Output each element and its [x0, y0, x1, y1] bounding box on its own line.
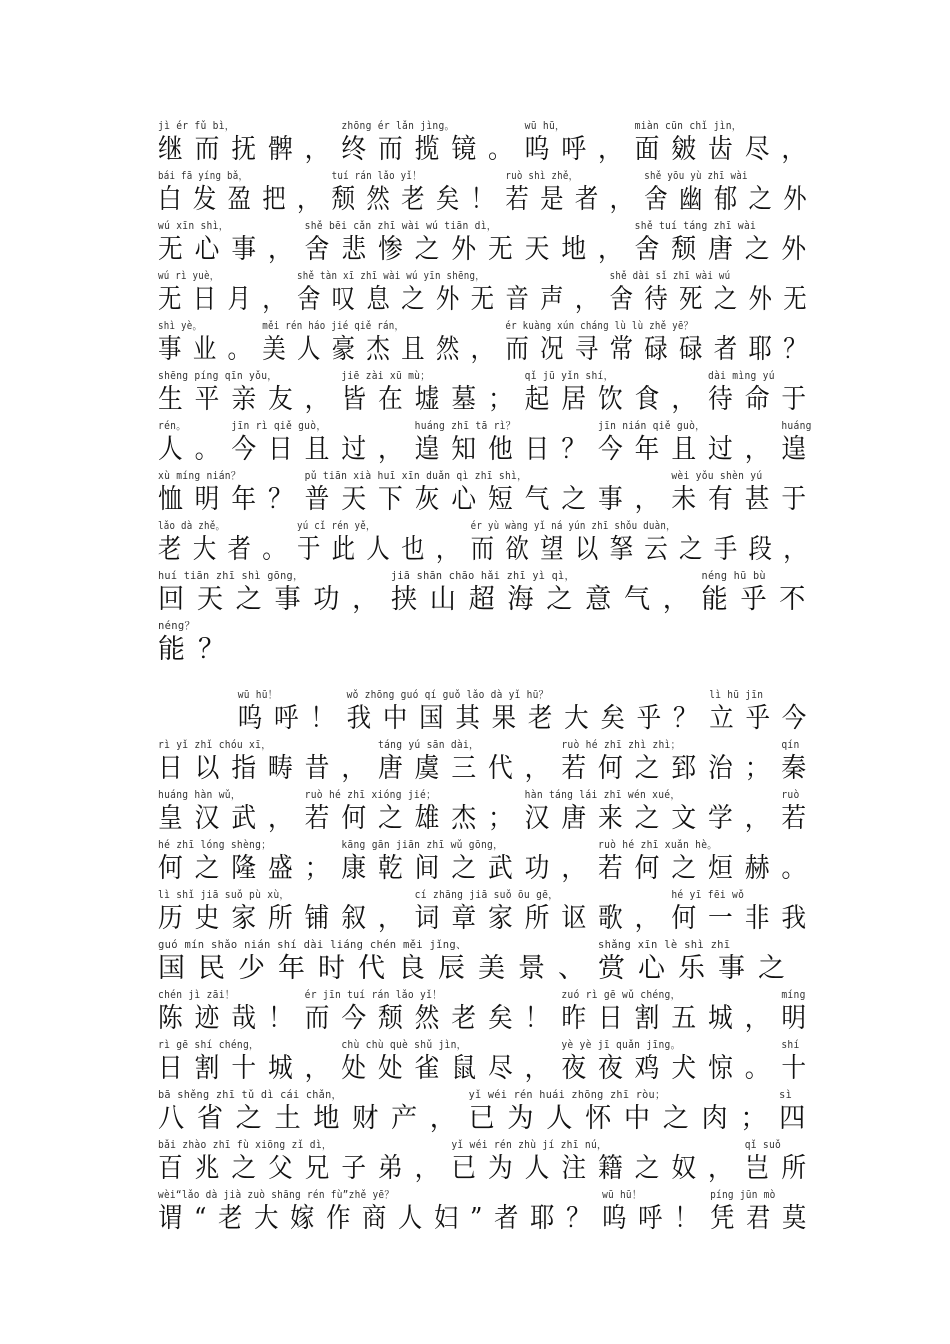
ruby-segment: [262, 318, 505, 366]
pinyin-annotation: ruò shì zhě，: [505, 170, 578, 182]
pinyin-annotation: lǎo dà zhě。: [158, 520, 225, 532]
pinyin-annotation: bā shěng zhī tǔ dì cái chǎn，: [158, 1089, 343, 1101]
hanzi-text: 舍待死之外无: [609, 284, 818, 315]
hanzi-text: 词章家所讴歌，: [414, 903, 672, 934]
pinyin-annotation: huáng zhī tā rì？: [414, 420, 516, 432]
hanzi-text: 日割十城，: [158, 1053, 342, 1084]
hanzi-text: 美人豪杰且然，: [262, 334, 506, 365]
hanzi-text: 待命于: [708, 384, 819, 415]
pinyin-annotation: shēng píng qīn yǒu，: [158, 370, 278, 382]
pinyin-annotation: huáng hàn wǔ，: [158, 789, 241, 801]
hanzi-text: 若何之烜赫。: [598, 853, 819, 884]
ruby-segment: [415, 887, 672, 935]
pinyin-annotation: wū hū！: [237, 689, 278, 701]
ruby-segment: [158, 737, 378, 785]
pinyin-annotation: ér kuàng xún cháng lù lù zhě yē？: [505, 320, 694, 332]
hanzi-text: 八省之土地财产，: [158, 1103, 469, 1134]
pinyin-annotation: kāng gān jiān zhī wǔ gōng，: [341, 839, 503, 851]
ruby-segment: [158, 168, 332, 216]
pinyin-annotation: jīn nián qiě guò，: [598, 420, 706, 432]
hanzi-text: 岂所: [744, 1153, 819, 1184]
hanzi-text: 何一非我: [671, 903, 819, 934]
pinyin-annotation: huáng: [781, 420, 812, 432]
hanzi-text: 老大者。: [158, 534, 297, 565]
hanzi-text: 人。: [158, 434, 232, 465]
hanzi-text: 未有甚于: [671, 484, 819, 515]
ruby-segment: [598, 418, 781, 466]
ruby-segment: [158, 618, 238, 666]
ruby-segment: [305, 468, 672, 516]
ruby-segment: [158, 887, 415, 935]
hanzi-text: 无心事，: [158, 234, 305, 265]
ruby-segment: [561, 987, 781, 1035]
hanzi-text: 呜呼，: [524, 134, 635, 165]
ruby-segment: [561, 1037, 781, 1085]
hanzi-text: 立乎今: [709, 703, 819, 734]
hanzi-text: 若何之郅治；: [561, 753, 782, 784]
pinyin-annotation: jiā shān chāo hǎi zhī yì qì，: [390, 570, 575, 582]
ruby-segment: [781, 987, 818, 1035]
ruby-segment: [391, 568, 702, 616]
pinyin-annotation: rì gē shí chéng，: [158, 1039, 259, 1051]
ruby-segment: [525, 118, 635, 166]
pinyin-annotation: shì yè。: [158, 320, 202, 332]
hanzi-text: 事业。: [158, 334, 263, 365]
hanzi-text: 凭君莫: [710, 1203, 819, 1234]
hanzi-text: 康乾间之武功，: [341, 853, 599, 884]
ruby-segment: [158, 787, 305, 835]
hanzi-text: 而今颓然老矣！: [304, 1003, 562, 1034]
pinyin-annotation: shě bēi cǎn zhī wài wú tiān dì，: [304, 220, 497, 232]
hanzi-text: 秦: [781, 753, 819, 784]
hanzi-text: 皇汉武，: [158, 803, 305, 834]
pinyin-annotation: ér jīn tuí rán lǎo yǐ！: [304, 989, 443, 1001]
ruby-segment: [745, 1137, 818, 1185]
pinyin-annotation: yú cǐ rén yě，: [296, 520, 376, 532]
hanzi-text: 已为人怀中之肉；: [468, 1103, 780, 1134]
pinyin-annotation: huí tiān zhī shì gōng，: [158, 570, 304, 582]
pinyin-annotation: wú xīn shì，: [158, 220, 229, 232]
text-line: [158, 518, 818, 568]
ruby-segment: [561, 737, 781, 785]
ruby-segment: [158, 568, 391, 616]
hanzi-text: 日以指畴昔，: [158, 753, 379, 784]
pinyin-annotation: sì: [779, 1089, 793, 1101]
pinyin-annotation: shǎng xīn lè shì zhī: [598, 939, 731, 951]
hanzi-text: 普天下灰心短气之事，: [304, 484, 672, 515]
ruby-segment: [231, 418, 414, 466]
hanzi-text: 生平亲友，: [158, 384, 342, 415]
paragraph-2: [158, 687, 818, 1237]
hanzi-text: 于此人也，: [296, 534, 471, 565]
paragraph-1: [158, 118, 818, 668]
ruby-segment: [710, 1187, 818, 1235]
ruby-segment: [158, 1137, 451, 1185]
ruby-segment: [158, 518, 297, 566]
pinyin-annotation: shě dài sǐ zhī wài wú: [609, 270, 731, 282]
hanzi-text: 舍叹息之外无音声，: [296, 284, 610, 315]
hanzi-text: 我中国其果老大矣乎？: [346, 703, 710, 734]
text-line: [158, 568, 819, 618]
ruby-segment: [158, 268, 297, 316]
hanzi-text: 皆在墟墓；: [341, 384, 525, 415]
text-line: [158, 318, 818, 368]
text-line: [158, 737, 819, 787]
pinyin-annotation: néng？: [158, 620, 196, 632]
ruby-segment: [525, 787, 782, 835]
text-line: [158, 787, 819, 837]
hanzi-text: 谓“老大嫁作商人妇”者耶？: [158, 1203, 603, 1234]
ruby-segment: [158, 368, 341, 416]
pinyin-annotation: míng: [781, 989, 806, 1001]
pinyin-annotation: lì hū jīn: [709, 689, 764, 701]
pinyin-annotation: ruò hé zhī zhì zhì；: [561, 739, 681, 751]
pinyin-annotation: wū hū，: [524, 120, 565, 132]
hanzi-text: 今年且过，: [598, 434, 782, 465]
pinyin-annotation: qǐ jū yǐn shí，: [524, 370, 614, 382]
ruby-segment: [158, 1187, 602, 1235]
ruby-segment: [471, 518, 818, 566]
hanzi-text: 回天之事功，: [158, 584, 391, 615]
ruby-segment: [341, 118, 524, 166]
ruby-segment: [341, 1037, 561, 1085]
text-line: [158, 418, 819, 468]
pinyin-annotation: wèi yǒu shèn yú: [671, 470, 763, 482]
ruby-segment: [781, 1037, 818, 1085]
hanzi-text: 呜呼！: [237, 703, 347, 734]
ruby-segment: [671, 468, 818, 516]
hanzi-text: 呜呼！: [602, 1203, 711, 1234]
pinyin-annotation: guó mín shǎo nián shí dài liáng chén měi jǐng、: [158, 939, 467, 951]
pinyin-annotation: miàn cūn chǐ jìn，: [634, 120, 742, 132]
ruby-segment: [709, 687, 818, 735]
pinyin-annotation: chén jì zāi！: [158, 989, 235, 1001]
text-line: [158, 118, 819, 168]
text-line: [158, 218, 819, 268]
pinyin-annotation: ruò: [781, 789, 800, 801]
ruby-segment: [781, 787, 818, 835]
hanzi-text: 而欲望以拏云之手段，: [470, 534, 818, 565]
hanzi-text: 历史家所铺叙，: [158, 903, 415, 934]
pinyin-annotation: ruò hé zhī xuǎn hè。: [598, 839, 718, 851]
hanzi-text: 昨日割五城，: [561, 1003, 782, 1034]
ruby-segment: [598, 837, 818, 885]
hanzi-text: 恤明年？: [158, 484, 305, 515]
pinyin-annotation: ér yù wàng yǐ ná yún zhī shǒu duàn，: [470, 520, 676, 532]
pinyin-annotation: píng jūn mò: [710, 1189, 776, 1201]
pinyin-annotation: shě tàn xī zhī wài wú yīn shēng，: [296, 270, 485, 282]
text-line: [158, 618, 818, 668]
pinyin-annotation: qǐ suǒ: [744, 1139, 782, 1151]
hanzi-text: 遑知他日？: [414, 434, 599, 465]
pinyin-annotation: lì shǐ jiā suǒ pù xù，: [158, 889, 290, 901]
hanzi-text: 若何之雄杰；: [304, 803, 525, 834]
hanzi-text: 终而揽镜。: [341, 134, 525, 165]
hanzi-text: 若: [781, 803, 819, 834]
hanzi-text: 舍悲惨之外无天地，: [304, 234, 635, 265]
pinyin-annotation: yè yè jī quǎn jīng。: [561, 1039, 681, 1051]
hanzi-text: 面皴齿尽，: [634, 134, 819, 165]
ruby-segment: [781, 737, 818, 785]
text-line: [158, 887, 819, 937]
hanzi-text: 若是者，: [505, 184, 645, 215]
hanzi-text: 处处雀鼠尽，: [341, 1053, 562, 1084]
pinyin-annotation: shě tuí táng zhī wài: [634, 220, 757, 232]
text-line: [158, 168, 818, 218]
hanzi-text: 挟山超海之意气，: [390, 584, 702, 615]
ruby-segment: [305, 218, 635, 266]
text-line: [158, 368, 819, 418]
ruby-segment: [297, 268, 610, 316]
ruby-segment: [341, 368, 524, 416]
ruby-segment: [671, 887, 818, 935]
hanzi-text: 能乎不: [701, 584, 819, 615]
text-line: [158, 837, 819, 887]
ruby-segment: [158, 837, 341, 885]
hanzi-text: 十: [781, 1053, 819, 1084]
ruby-segment: [781, 418, 818, 466]
hanzi-text: 四: [779, 1103, 819, 1134]
pinyin-annotation: jì ér fǔ bì，: [158, 120, 235, 132]
pinyin-annotation: dài mìng yú: [708, 370, 775, 382]
pinyin-annotation: jīn rì qiě guò，: [231, 420, 327, 432]
text-line: [158, 987, 819, 1037]
hanzi-text: 赏心乐事之: [598, 953, 798, 984]
pinyin-annotation: jiē zài xū mù；: [341, 370, 431, 382]
pinyin-annotation: néng hū bù: [701, 570, 766, 582]
pinyin-annotation: yǐ wéi rén zhù jí zhī nú，: [451, 1139, 607, 1151]
pinyin-annotation: yǐ wéi rén huái zhōng zhī ròu；: [468, 1089, 666, 1101]
pinyin-annotation: táng yú sān dài，: [378, 739, 479, 751]
ruby-segment: [708, 368, 818, 416]
pinyin-annotation: qín: [781, 739, 800, 751]
pinyin-annotation: měi rén háo jié qiě rán，: [262, 320, 404, 332]
ruby-segment: [779, 1087, 818, 1135]
hanzi-text: 唐虞三代，: [378, 753, 562, 784]
ruby-segment: [469, 1087, 780, 1135]
pinyin-annotation: wèi“lǎo dà jià zuò shāng rén fù”zhě yē？: [158, 1189, 395, 1201]
pinyin-annotation: cí zhāng jiā suǒ ōu gē，: [414, 889, 559, 901]
ruby-segment: [347, 687, 710, 735]
hanzi-text: 何之隆盛；: [158, 853, 342, 884]
hanzi-text: 夜夜鸡犬惊。: [561, 1053, 782, 1084]
pinyin-annotation: pǔ tiān xià huī xīn duǎn qì zhī shì，: [304, 470, 528, 482]
ruby-segment: [158, 987, 305, 1035]
pinyin-annotation: chù chù què shǔ jìn，: [341, 1039, 467, 1051]
text-line: [158, 268, 818, 318]
pinyin-annotation: wǒ zhōng guó qí guǒ lǎo dà yǐ hū？: [346, 689, 549, 701]
hanzi-text: 陈迹哉！: [158, 1003, 305, 1034]
pinyin-annotation: tuí rán lǎo yǐ！: [331, 170, 422, 182]
pinyin-annotation: shí: [781, 1039, 800, 1051]
text-line: [158, 1137, 819, 1187]
ruby-segment: [378, 737, 561, 785]
text-line: [158, 1187, 819, 1237]
pinyin-annotation: rén。: [158, 420, 187, 432]
hanzi-text: 已为人注籍之奴，: [451, 1153, 745, 1184]
pinyin-annotation: zhōng ér lǎn jìng。: [341, 120, 455, 132]
hanzi-text: 无日月，: [158, 284, 297, 315]
pinyin-annotation: hé zhī lóng shèng；: [158, 839, 272, 851]
hanzi-text: 百兆之父兄子弟，: [158, 1153, 452, 1184]
pinyin-annotation: zuó rì gē wǔ chéng，: [561, 989, 681, 1001]
ruby-segment: [525, 368, 708, 416]
pinyin-annotation: hé yī fēi wǒ: [671, 889, 745, 901]
pinyin-annotation: wú rì yuè，: [158, 270, 220, 282]
ruby-segment: [158, 318, 262, 366]
ruby-segment: [158, 118, 341, 166]
pinyin-annotation: shě yōu yù zhī wài: [644, 170, 748, 182]
hanzi-text: 白发盈把，: [158, 184, 332, 215]
ruby-segment: [451, 1137, 744, 1185]
hanzi-text: 能？: [158, 634, 238, 665]
ruby-segment: [635, 118, 818, 166]
hanzi-text: 遑: [781, 434, 819, 465]
ruby-segment: [702, 568, 818, 616]
ruby-segment: [598, 937, 798, 985]
ruby-segment: [505, 318, 818, 366]
ruby-segment: [341, 837, 598, 885]
text-line: [158, 468, 819, 518]
ruby-segment: [158, 418, 231, 466]
pinyin-annotation: hàn táng lái zhī wén xué，: [524, 789, 681, 801]
hanzi-text: 舍幽郁之外: [644, 184, 818, 215]
text-line: [158, 937, 818, 987]
hanzi-text: 舍颓唐之外: [634, 234, 819, 265]
hanzi-text: 明: [781, 1003, 819, 1034]
pinyin-annotation: ruò hé zhī xióng jié；: [304, 789, 436, 801]
ruby-segment: [644, 168, 818, 216]
pinyin-annotation: bái fā yíng bǎ，: [158, 170, 248, 182]
pinyin-annotation: bǎi zhào zhī fù xiōng zǐ dì，: [158, 1139, 332, 1151]
hanzi-text: 国民少年时代良辰美景、: [158, 953, 598, 984]
ruby-segment: [305, 987, 562, 1035]
ruby-segment: [158, 1037, 341, 1085]
ruby-segment: [158, 468, 305, 516]
text-line: [158, 1037, 819, 1087]
pinyin-annotation: xù míng nián？: [158, 470, 241, 482]
ruby-segment: [238, 687, 347, 735]
ruby-segment: [602, 1187, 710, 1235]
ruby-segment: [635, 218, 818, 266]
ruby-segment: [297, 518, 471, 566]
hanzi-text: 颓然老矣！: [331, 184, 506, 215]
ruby-segment: [158, 937, 598, 985]
hanzi-text: 继而抚髀，: [158, 134, 342, 165]
ruby-segment: [158, 1087, 469, 1135]
pinyin-annotation: rì yǐ zhǐ chóu xī，: [158, 739, 272, 751]
ruby-segment: [610, 268, 818, 316]
text-line: [158, 687, 819, 737]
ruby-segment: [305, 787, 525, 835]
hanzi-text: 起居饮食，: [524, 384, 709, 415]
ruby-segment: [505, 168, 644, 216]
ruby-segment: [415, 418, 598, 466]
hanzi-text: 而况寻常碌碌者耶？: [505, 334, 818, 365]
hanzi-text: 今日且过，: [231, 434, 415, 465]
text-line: [158, 1087, 819, 1137]
pinyin-annotation: wū hū！: [602, 1189, 642, 1201]
ruby-segment: [332, 168, 506, 216]
hanzi-text: 汉唐来之文学，: [524, 803, 782, 834]
ruby-segment: [158, 218, 305, 266]
